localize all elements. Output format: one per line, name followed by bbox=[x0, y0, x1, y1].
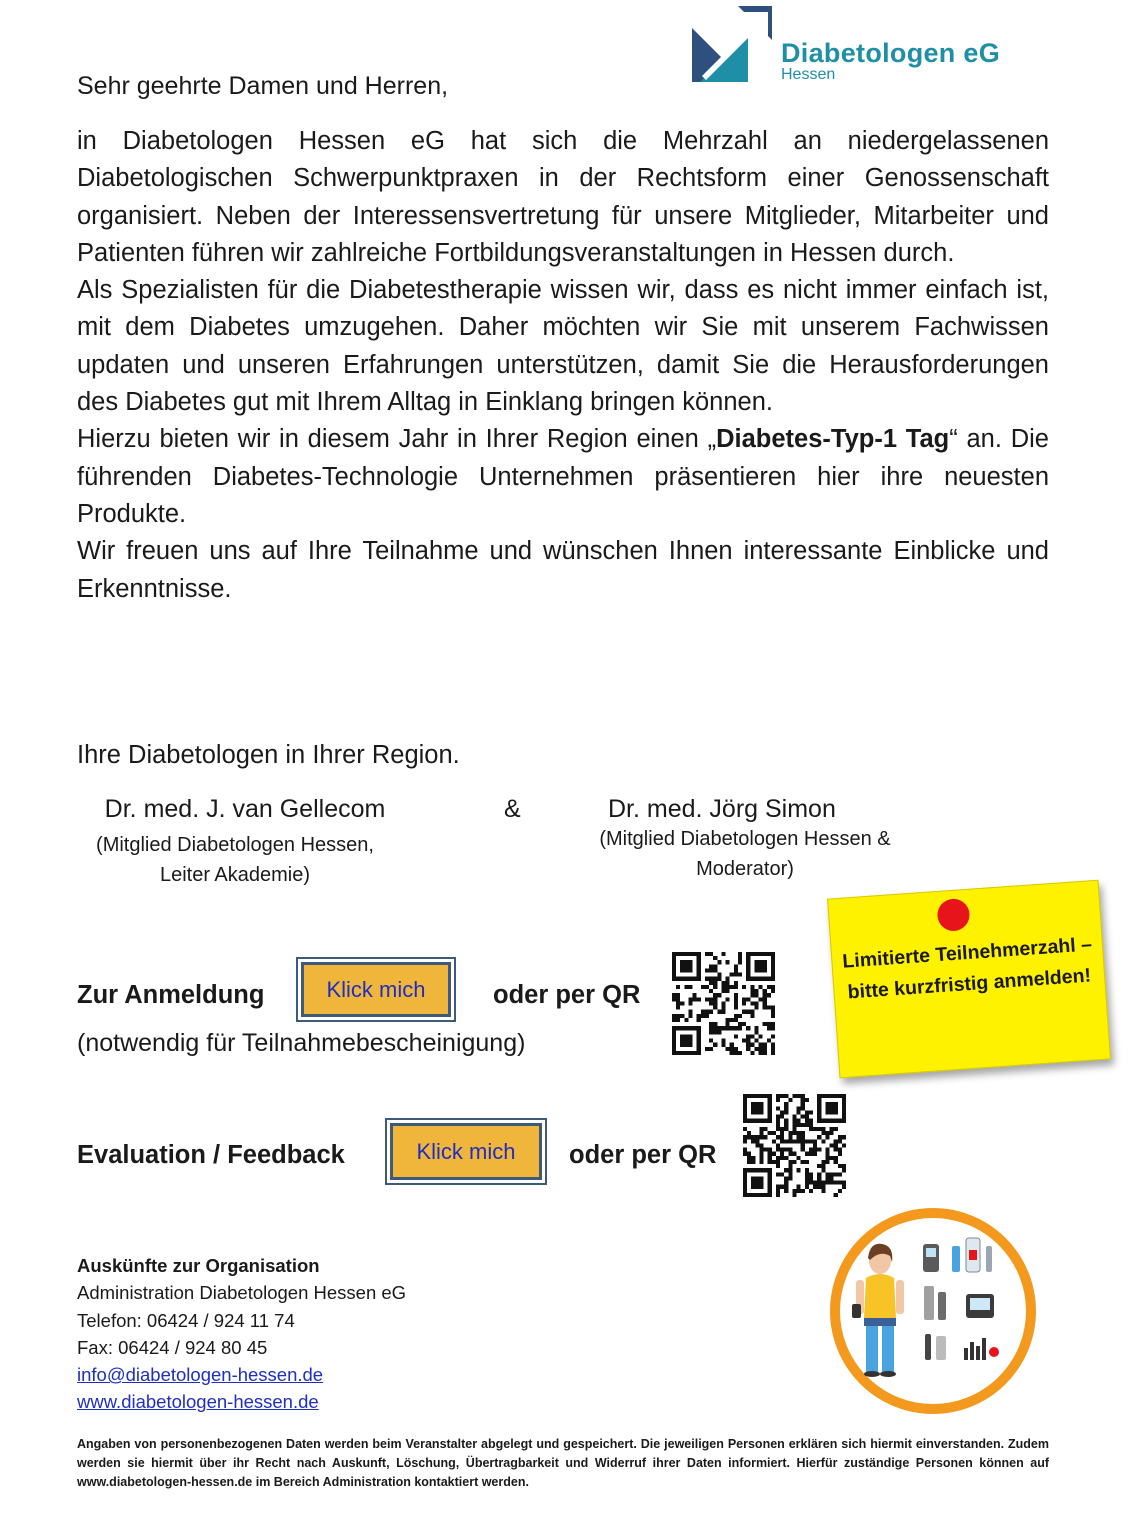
salutation: Sehr geehrte Damen und Herren, bbox=[77, 72, 449, 100]
paragraph-intro: in Diabetologen Hessen eG hat sich die Mehrzahl an niedergelassenen Diabetologischen Schwerpunktpraxen in der Rechtsform einer Genossenschaft organisiert. Neben der Interessensvertretung für unsere Mitglieder, Mitarbeiter und Patienten führen wir zahlreiche Fortbildungsveranstaltungen in Hessen durch. bbox=[77, 127, 1049, 267]
sticky-note bbox=[827, 880, 1111, 1079]
event-text-after: “ an. Die führenden Diabetes-Technologie Unternehmen präsentieren hier ihre neuesten Produkte. bbox=[77, 425, 1049, 528]
signatory-2-name: Dr. med. Jörg Simon bbox=[608, 795, 836, 823]
pin-icon bbox=[936, 898, 970, 932]
registration-label: Zur Anmeldung bbox=[77, 981, 265, 1009]
paragraph-specialists: Als Spezialisten für die Diabetestherapie wissen wir, dass es nicht immer einfach ist, mit dem Diabetes umzugehen. Daher möchten wir Sie mit unserem Fachwissen updaten und unseren Erfahrungen unterstützen, damit Sie die Herausforderungen des Diabetes gut mit Ihrem Alltag in Einklang bringen können. bbox=[77, 276, 1049, 417]
contact-heading: Auskünfte zur Organisation bbox=[77, 1255, 320, 1276]
sticky-note-text: Limitierte Teilnehmerzahl – bitte kurzfristig anmelden! bbox=[841, 933, 1093, 1004]
legal-notice: Angaben von personenbezogenen Daten werden beim Veranstalter abgelegt und gespeichert. Die jeweiligen Personen erklären sich hiermit einverstanden. Zudem werden sie hiermit über ihr Recht nach Auskunft, Löschung, Übertragbarkeit und Widerruf ihrer Daten informiert. Hierfür zuständige Personen können auf www.diabetologen-hessen.de im Bereich Administration kontaktiert werden. bbox=[77, 1437, 1049, 1489]
evaluation-qr-code-icon[interactable] bbox=[743, 1094, 846, 1197]
registration-note: (notwendig für Teilnahmebescheinigung) bbox=[77, 1029, 526, 1057]
paragraph-closing: Wir freuen uns auf Ihre Teilnahme und wünschen Ihnen interessante Einblicke und Erkenntnisse. bbox=[77, 537, 1049, 603]
signoff: Ihre Diabetologen in Ihrer Region. bbox=[77, 741, 460, 769]
contact-org: Administration Diabetologen Hessen eG bbox=[77, 1282, 407, 1304]
ampersand: & bbox=[504, 795, 521, 823]
evaluation-qr-label: oder per QR bbox=[569, 1141, 717, 1169]
logo-title: Diabetologen eG bbox=[781, 38, 1001, 68]
registration-qr-label: oder per QR bbox=[493, 981, 641, 1009]
logo-mark bbox=[692, 6, 772, 82]
signatory-1-role: (Mitglied Diabetologen Hessen, Leiter Akademie) bbox=[96, 834, 374, 886]
evaluation-label: Evaluation / Feedback bbox=[77, 1141, 345, 1169]
letter-body bbox=[77, 123, 1049, 608]
evaluation-button[interactable]: Klick mich bbox=[390, 1123, 542, 1180]
signatory-2-role: (Mitglied Diabetologen Hessen & Moderator) bbox=[599, 828, 891, 880]
event-name: Diabetes-Typ-1 Tag bbox=[716, 425, 950, 454]
contact-phone: Telefon: 06424 / 924 11 74 bbox=[77, 1309, 295, 1331]
contact-website-link[interactable]: www.diabetologen-hessen.de bbox=[77, 1391, 319, 1413]
contact-fax: Fax: 06424 / 924 80 45 bbox=[77, 1336, 268, 1358]
event-text-before: Hierzu bieten wir in diesem Jahr in Ihrer Region einen „ bbox=[77, 425, 717, 454]
registration-qr-code-icon[interactable] bbox=[672, 952, 775, 1055]
diabetes-technology-illustration bbox=[820, 1206, 1046, 1416]
contact-email-link[interactable]: info@diabetologen-hessen.de bbox=[77, 1364, 324, 1386]
paragraph-event bbox=[77, 421, 1049, 533]
logo-subtitle: Hessen bbox=[781, 66, 836, 83]
registration-button[interactable]: Klick mich bbox=[301, 962, 451, 1017]
signatory-1-name: Dr. med. J. van Gellecom bbox=[104, 795, 386, 823]
contact-block bbox=[77, 1252, 406, 1416]
